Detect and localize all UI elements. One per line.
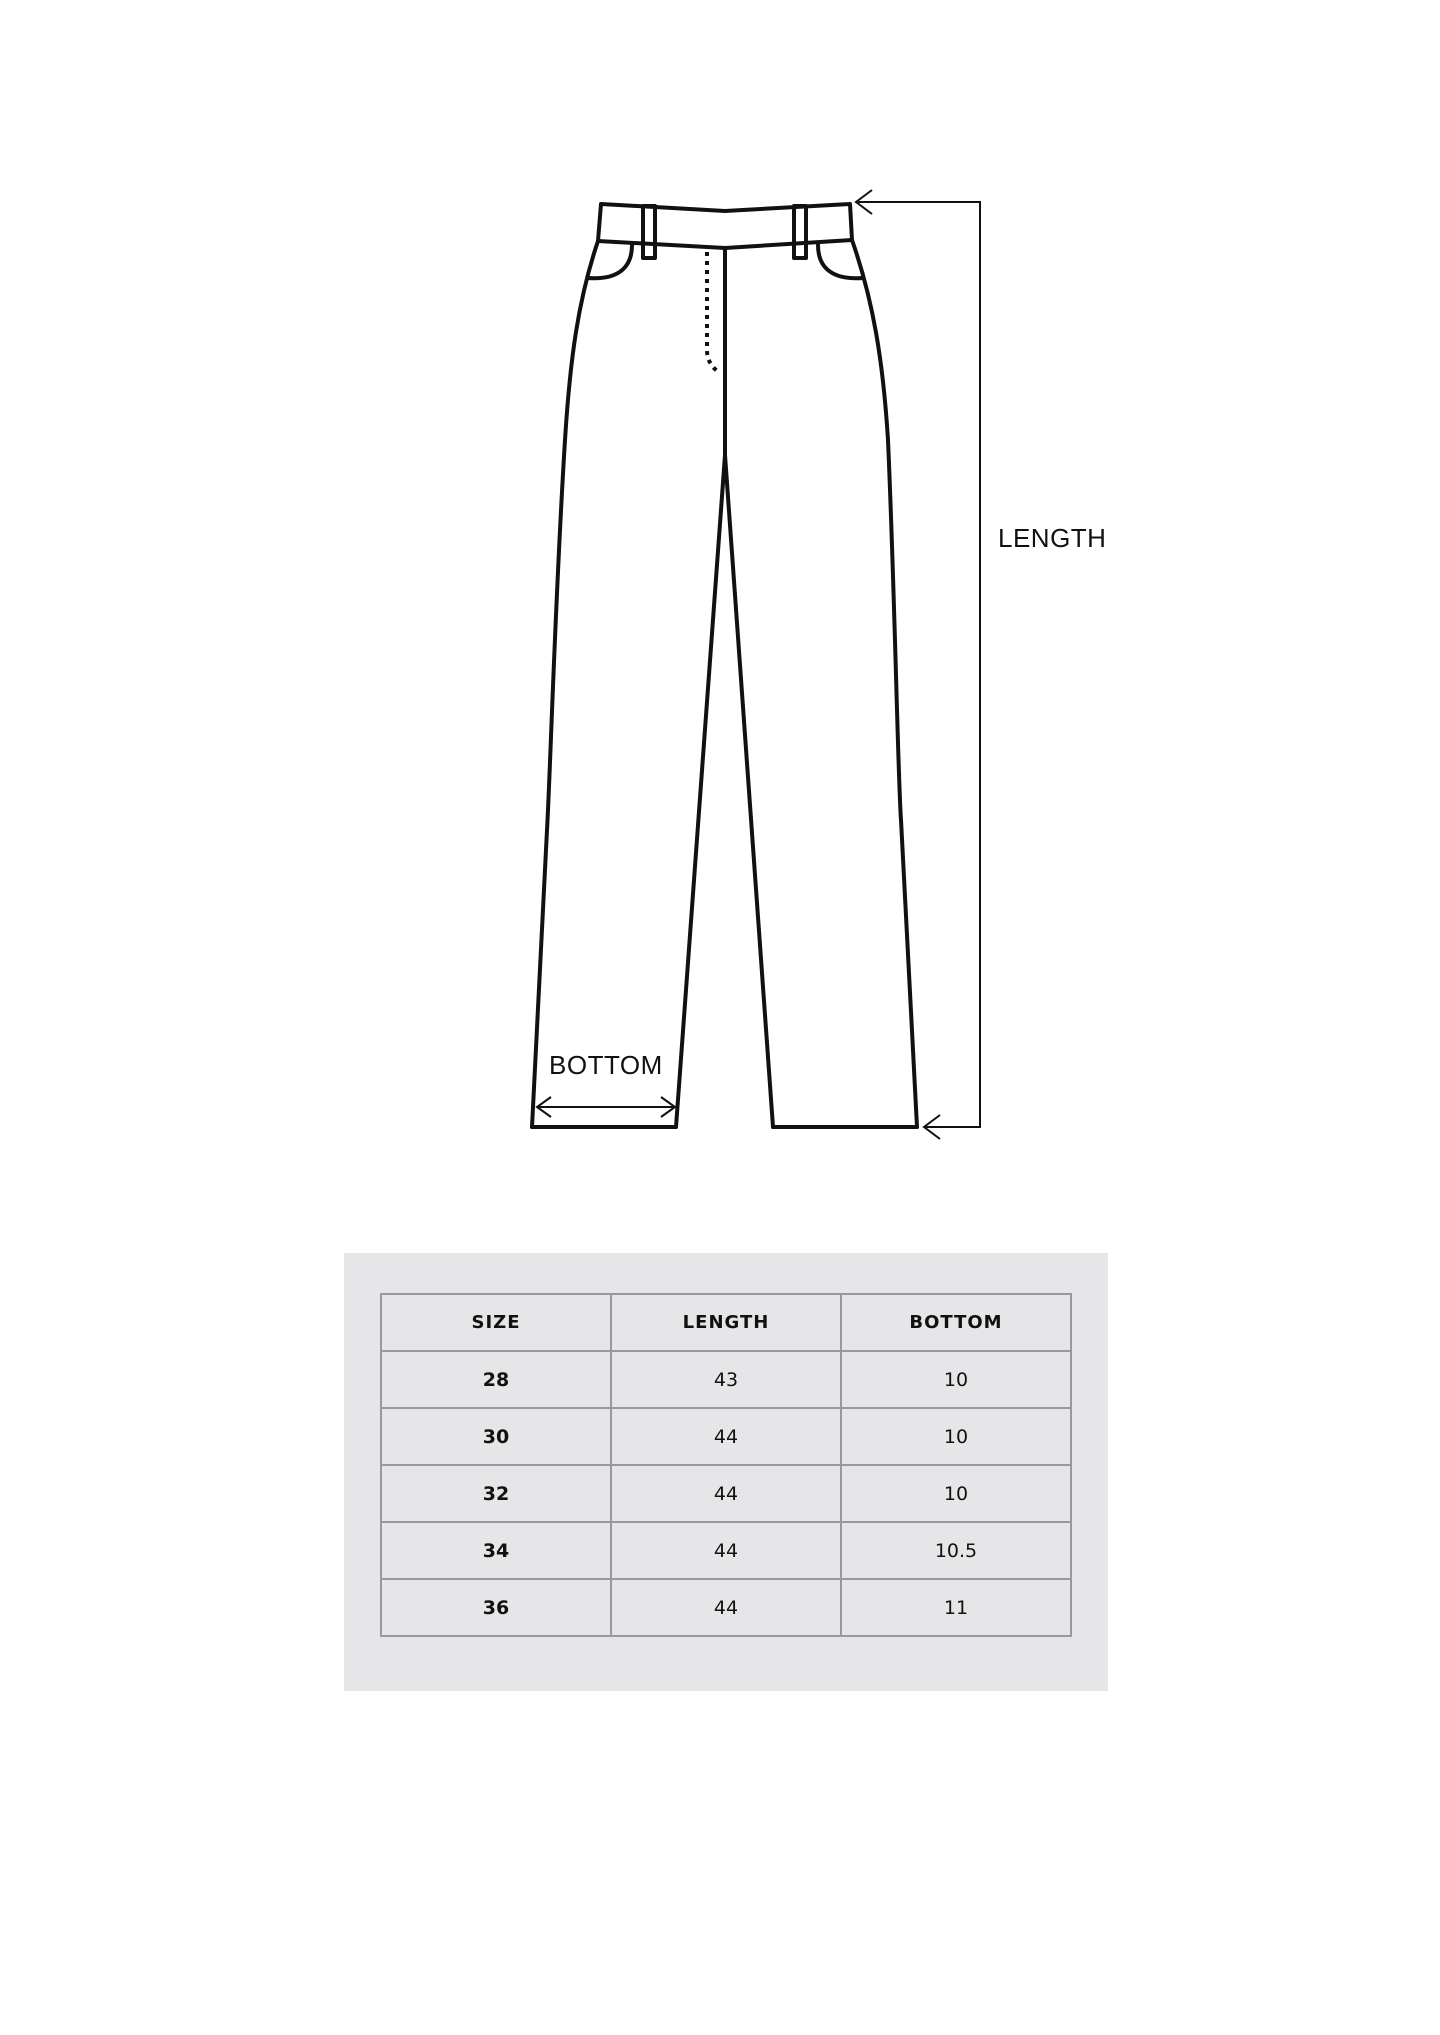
bottom-dimension xyxy=(537,1097,675,1117)
length-cell: 44 xyxy=(611,1579,841,1636)
left-leg-inner xyxy=(676,455,725,1127)
belt-loop-right xyxy=(794,206,806,258)
size-chart-table xyxy=(380,1293,1072,1637)
header-size: SIZE xyxy=(381,1294,611,1351)
right-leg-inner xyxy=(725,455,773,1127)
bottom-cell: 10 xyxy=(841,1351,1071,1408)
length-cell: 44 xyxy=(611,1522,841,1579)
size-cell: 34 xyxy=(381,1522,611,1579)
header-bottom: BOTTOM xyxy=(841,1294,1071,1351)
length-cell: 44 xyxy=(611,1465,841,1522)
waistband xyxy=(598,204,852,248)
bottom-cell: 10 xyxy=(841,1408,1071,1465)
belt-loop-left xyxy=(643,206,655,258)
pants-outline xyxy=(532,204,917,1127)
size-cell: 28 xyxy=(381,1351,611,1408)
size-cell: 32 xyxy=(381,1465,611,1522)
length-label: LENGTH xyxy=(998,523,1107,553)
size-cell: 36 xyxy=(381,1579,611,1636)
length-cell: 44 xyxy=(611,1408,841,1465)
table-row xyxy=(381,1579,1071,1636)
bottom-cell: 10.5 xyxy=(841,1522,1071,1579)
table-row xyxy=(381,1351,1071,1408)
table-row xyxy=(381,1408,1071,1465)
bottom-cell: 10 xyxy=(841,1465,1071,1522)
table-row xyxy=(381,1522,1071,1579)
header-length: LENGTH xyxy=(611,1294,841,1351)
length-cell: 43 xyxy=(611,1351,841,1408)
size-chart-panel xyxy=(344,1253,1108,1691)
bottom-label: BOTTOM xyxy=(549,1050,663,1080)
right-leg-outer xyxy=(852,240,917,1127)
table-row xyxy=(381,1465,1071,1522)
table-header-row xyxy=(381,1294,1071,1351)
left-leg-outer xyxy=(532,241,598,1127)
fly-stitching xyxy=(707,252,719,372)
size-cell: 30 xyxy=(381,1408,611,1465)
bottom-cell: 11 xyxy=(841,1579,1071,1636)
